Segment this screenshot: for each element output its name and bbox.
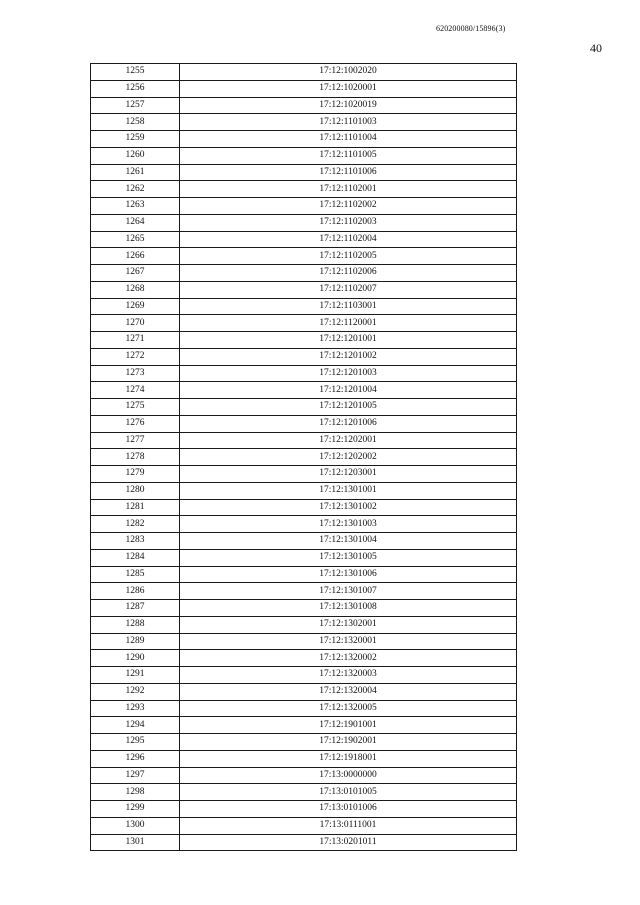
cadastral-code-cell: 17:12:1201005 bbox=[180, 399, 517, 416]
row-number-cell: 1271 bbox=[91, 332, 180, 349]
table-row bbox=[91, 80, 517, 97]
table-row bbox=[91, 817, 517, 834]
table-row bbox=[91, 332, 517, 349]
row-number-cell: 1284 bbox=[91, 549, 180, 566]
table-row bbox=[91, 516, 517, 533]
table-row bbox=[91, 482, 517, 499]
row-number-cell: 1264 bbox=[91, 214, 180, 231]
cadastral-code-cell: 17:12:1902001 bbox=[180, 734, 517, 751]
cadastral-code-cell: 17:12:1301003 bbox=[180, 516, 517, 533]
cadastral-code-cell: 17:12:1102007 bbox=[180, 281, 517, 298]
row-number-cell: 1258 bbox=[91, 114, 180, 131]
cadastral-code-cell: 17:12:1002020 bbox=[180, 64, 517, 81]
table-row bbox=[91, 365, 517, 382]
row-number-cell: 1301 bbox=[91, 834, 180, 851]
cadastral-code-cell: 17:12:1201002 bbox=[180, 348, 517, 365]
cadastral-code-cell: 17:12:1901001 bbox=[180, 717, 517, 734]
row-number-cell: 1294 bbox=[91, 717, 180, 734]
cadastral-code-cell: 17:12:1201003 bbox=[180, 365, 517, 382]
table-row bbox=[91, 583, 517, 600]
row-number-cell: 1266 bbox=[91, 248, 180, 265]
row-number-cell: 1285 bbox=[91, 566, 180, 583]
row-number-cell: 1279 bbox=[91, 466, 180, 483]
row-number-cell: 1290 bbox=[91, 650, 180, 667]
table-row bbox=[91, 164, 517, 181]
table-row bbox=[91, 667, 517, 684]
row-number-cell: 1289 bbox=[91, 633, 180, 650]
cadastral-code-cell: 17:12:1301004 bbox=[180, 533, 517, 550]
row-number-cell: 1262 bbox=[91, 181, 180, 198]
cadastral-code-cell: 17:12:1302001 bbox=[180, 616, 517, 633]
row-number-cell: 1288 bbox=[91, 616, 180, 633]
row-number-cell: 1299 bbox=[91, 801, 180, 818]
row-number-cell: 1276 bbox=[91, 415, 180, 432]
cadastral-code-cell: 17:13:0101005 bbox=[180, 784, 517, 801]
table-row bbox=[91, 315, 517, 332]
table-row bbox=[91, 750, 517, 767]
table-row bbox=[91, 97, 517, 114]
cadastral-code-cell: 17:12:1102003 bbox=[180, 214, 517, 231]
row-number-cell: 1278 bbox=[91, 449, 180, 466]
table-row bbox=[91, 834, 517, 851]
cadastral-code-cell: 17:12:1101005 bbox=[180, 147, 517, 164]
table-row bbox=[91, 683, 517, 700]
table-row bbox=[91, 616, 517, 633]
row-number-cell: 1293 bbox=[91, 700, 180, 717]
table-row bbox=[91, 181, 517, 198]
row-number-cell: 1286 bbox=[91, 583, 180, 600]
row-number-cell: 1260 bbox=[91, 147, 180, 164]
document-reference: 620200080/15896(3) bbox=[436, 24, 506, 33]
row-number-cell: 1298 bbox=[91, 784, 180, 801]
cadastral-code-cell: 17:13:0111001 bbox=[180, 817, 517, 834]
cadastral-code-cell: 17:12:1020001 bbox=[180, 80, 517, 97]
row-number-cell: 1257 bbox=[91, 97, 180, 114]
cadastral-code-cell: 17:12:1202001 bbox=[180, 432, 517, 449]
row-number-cell: 1282 bbox=[91, 516, 180, 533]
table-row bbox=[91, 767, 517, 784]
row-number-cell: 1300 bbox=[91, 817, 180, 834]
cadastral-code-cell: 17:12:1320005 bbox=[180, 700, 517, 717]
row-number-cell: 1269 bbox=[91, 298, 180, 315]
row-number-cell: 1255 bbox=[91, 64, 180, 81]
table-row bbox=[91, 64, 517, 81]
table-row bbox=[91, 382, 517, 399]
cadastral-code-cell: 17:12:1101004 bbox=[180, 131, 517, 148]
cadastral-code-cell: 17:12:1320003 bbox=[180, 667, 517, 684]
cadastral-code-cell: 17:12:1203001 bbox=[180, 466, 517, 483]
cadastral-code-cell: 17:12:1301008 bbox=[180, 600, 517, 617]
cadastral-code-cell: 17:12:1320001 bbox=[180, 633, 517, 650]
cadastral-code-cell: 17:12:1301005 bbox=[180, 549, 517, 566]
page-number: 40 bbox=[590, 41, 602, 55]
cadastral-code-cell: 17:12:1120001 bbox=[180, 315, 517, 332]
row-number-cell: 1280 bbox=[91, 482, 180, 499]
table-row bbox=[91, 147, 517, 164]
table-row bbox=[91, 600, 517, 617]
table-row bbox=[91, 114, 517, 131]
cadastral-code-cell: 17:12:1020019 bbox=[180, 97, 517, 114]
cadastral-code-cell: 17:12:1918001 bbox=[180, 750, 517, 767]
row-number-cell: 1268 bbox=[91, 281, 180, 298]
table-row bbox=[91, 399, 517, 416]
table-row bbox=[91, 214, 517, 231]
cadastral-code-cell: 17:12:1103001 bbox=[180, 298, 517, 315]
cadastral-code-cell: 17:12:1301002 bbox=[180, 499, 517, 516]
table-row bbox=[91, 784, 517, 801]
row-number-cell: 1261 bbox=[91, 164, 180, 181]
table-row bbox=[91, 348, 517, 365]
cadastral-code-cell: 17:12:1201001 bbox=[180, 332, 517, 349]
table-row bbox=[91, 566, 517, 583]
cadastral-code-cell: 17:12:1301001 bbox=[180, 482, 517, 499]
table-row bbox=[91, 734, 517, 751]
table-row bbox=[91, 265, 517, 282]
table-row bbox=[91, 198, 517, 215]
cadastral-code-cell: 17:12:1102006 bbox=[180, 265, 517, 282]
cadastral-code-cell: 17:13:0000000 bbox=[180, 767, 517, 784]
cadastral-code-cell: 17:12:1102001 bbox=[180, 181, 517, 198]
row-number-cell: 1297 bbox=[91, 767, 180, 784]
cadastral-code-cell: 17:12:1101006 bbox=[180, 164, 517, 181]
row-number-cell: 1273 bbox=[91, 365, 180, 382]
row-number-cell: 1291 bbox=[91, 667, 180, 684]
cadastral-code-cell: 17:12:1201004 bbox=[180, 382, 517, 399]
table-row bbox=[91, 432, 517, 449]
row-number-cell: 1275 bbox=[91, 399, 180, 416]
table-row bbox=[91, 248, 517, 265]
cadastral-table-container bbox=[90, 63, 515, 851]
row-number-cell: 1277 bbox=[91, 432, 180, 449]
row-number-cell: 1263 bbox=[91, 198, 180, 215]
row-number-cell: 1267 bbox=[91, 265, 180, 282]
row-number-cell: 1256 bbox=[91, 80, 180, 97]
table-row bbox=[91, 549, 517, 566]
cadastral-code-cell: 17:12:1102004 bbox=[180, 231, 517, 248]
table-row bbox=[91, 231, 517, 248]
cadastral-table bbox=[90, 63, 517, 851]
row-number-cell: 1274 bbox=[91, 382, 180, 399]
table-row bbox=[91, 281, 517, 298]
row-number-cell: 1281 bbox=[91, 499, 180, 516]
table-row bbox=[91, 633, 517, 650]
row-number-cell: 1265 bbox=[91, 231, 180, 248]
cadastral-code-cell: 17:12:1320004 bbox=[180, 683, 517, 700]
table-row bbox=[91, 415, 517, 432]
cadastral-code-cell: 17:12:1301006 bbox=[180, 566, 517, 583]
table-row bbox=[91, 650, 517, 667]
row-number-cell: 1295 bbox=[91, 734, 180, 751]
cadastral-code-cell: 17:12:1101003 bbox=[180, 114, 517, 131]
row-number-cell: 1296 bbox=[91, 750, 180, 767]
row-number-cell: 1270 bbox=[91, 315, 180, 332]
table-row bbox=[91, 717, 517, 734]
row-number-cell: 1259 bbox=[91, 131, 180, 148]
table-row bbox=[91, 801, 517, 818]
table-row bbox=[91, 449, 517, 466]
row-number-cell: 1292 bbox=[91, 683, 180, 700]
table-row bbox=[91, 131, 517, 148]
table-body bbox=[91, 64, 517, 851]
cadastral-code-cell: 17:13:0101006 bbox=[180, 801, 517, 818]
cadastral-code-cell: 17:12:1102005 bbox=[180, 248, 517, 265]
cadastral-code-cell: 17:12:1301007 bbox=[180, 583, 517, 600]
cadastral-code-cell: 17:12:1320002 bbox=[180, 650, 517, 667]
table-row bbox=[91, 533, 517, 550]
row-number-cell: 1287 bbox=[91, 600, 180, 617]
table-row bbox=[91, 466, 517, 483]
cadastral-code-cell: 17:13:0201011 bbox=[180, 834, 517, 851]
cadastral-code-cell: 17:12:1202002 bbox=[180, 449, 517, 466]
row-number-cell: 1272 bbox=[91, 348, 180, 365]
table-row bbox=[91, 298, 517, 315]
cadastral-code-cell: 17:12:1201006 bbox=[180, 415, 517, 432]
table-row bbox=[91, 499, 517, 516]
cadastral-code-cell: 17:12:1102002 bbox=[180, 198, 517, 215]
table-row bbox=[91, 700, 517, 717]
row-number-cell: 1283 bbox=[91, 533, 180, 550]
